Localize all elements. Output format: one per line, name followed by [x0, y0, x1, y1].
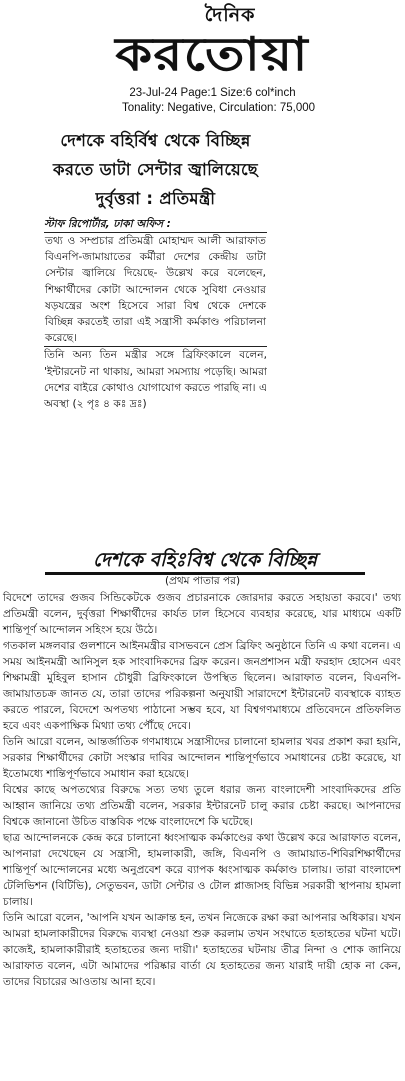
- continuation-subhead: (প্রথম পাতার পর): [164, 575, 241, 587]
- continuation-headline: দেশকে বহিঃবিশ্ব থেকে বিচ্ছিন্ন: [45, 548, 365, 575]
- article-text-box: [44, 232, 267, 347]
- continuation-note: (২ পৃঃ ৪ কঃ দ্রঃ): [72, 398, 147, 411]
- continuation-paragraph: বিদেশে তাদের গুজব সিন্ডিকেটকে গুজব প্রচারনাকে জোরদার করতে সহায়তা করবে।' তথ্য প্রতিমন্ত্রী বলেন, দুর্বৃত্তরা শিক্ষার্থীদের কার্যত ঢাল হিসেবে ব্যবহার করেছে, যার মাধ্যমে একটি শান্তিপূর্ণ আন্দোলন সহিংস হয়ে উঠে।: [3, 592, 401, 636]
- article-paragraph: [44, 347, 267, 412]
- article-headline-line-1: দেশকে বহির্বিশ্ব থেকে বিচ্ছিন্ন: [60, 131, 251, 150]
- article-paragraph: তথ্য ও সম্প্রচার প্রতিমন্ত্রী মোহাম্মদ আলী আরাফাত বিএনপি-জামায়াতের কর্মীরা দেশের কেন্দ্রীয় ডাটা সেন্টার জ্বালিয়ে দিয়েছে- উল্লেখ করে বলেছেন, শিক্ষার্থীদের কোটা আন্দোলন থেকে সুবিধা নেওয়ার ষড়যন্ত্রের অংশ হিসেবে সারা বিশ্ব থেকে দেশকে বিচ্ছিন্ন করতেই তারা এই সন্ত্রাসী কর্মকাণ্ড পরিচালনা করেছে।: [45, 235, 266, 345]
- continuation-paragraph: বিশ্বের কাছে অপতথ্যের বিরুদ্ধে সত্য তথ্য তুলে ধরার জন্য বাংলাদেশী সাংবাদিকদের প্রতি আহ্বান জানিয়ে তথ্য প্রতিমন্ত্রী বলেন, সরকার ইন্টারনেট চালু করার চেষ্টা করছে। আপনাদের বিশ্বকে জানানো উচিত বাস্তবিক পক্ষে বাংলাদেশে কি ঘটেছে।: [3, 784, 401, 828]
- article-headline-line-2: করতে ডাটা সেন্টার জ্বালিয়েছে: [53, 160, 258, 179]
- masthead-small-title: দৈনিক: [204, 4, 256, 26]
- article-headline-line-3: দুর্বৃত্তরা : প্রতিমন্ত্রী: [95, 189, 216, 208]
- masthead-title: করতোয়া: [115, 27, 309, 81]
- article-body: [44, 232, 267, 412]
- continuation-paragraph: তিনি আরো বলেন, 'আপনি যখন আক্রান্ত হন, তখন নিজেকে রক্ষা করা আপনার অধিকার। যখন আমরা হামলাকারীদের বিরুদ্ধে ব্যবস্থা নেওয়া শুরু করলাম তখন সংঘাতে হতাহতের ঘটনা ঘটে। কাজেই, হামলাকারীরাই হতাহতের জন্য দায়ী।' হতাহতের ঘটনায় তীব্র নিন্দা ও শোক জানিয়ে আরাফাত বলেন, এটা আমাদের পরিষ্কার বার্তা যে হতাহতের জন্য যারাই দায়ী হোক না কেন, তাদের বিচারের আওতায় আনা হবে।: [3, 912, 401, 988]
- article-paragraph-text: তিনি অন্য তিন মন্ত্রীর সঙ্গে ব্রিফিংকালে বলেন, 'ইন্টারনেট না থাকায়, আমরা সমস্যায় পড়েছি। আমরা দেশের বাইরে কোথাও যোগাযোগ করতে পারছি না। এ অবস্থা: [44, 349, 267, 411]
- article-clipping-continuation: [0, 548, 405, 1081]
- article-clipping-front: [44, 118, 267, 545]
- continuation-paragraph: গতকাল মঙ্গলবার গুলশানে আইনমন্ত্রীর বাসভবনে প্রেস ব্রিফিং অনুষ্ঠানে তিনি এ কথা বলেন। এ সময় আইনমন্ত্রী আনিসুল হক সাংবাদিকদের ব্রিফ করেন। জনপ্রশাসন মন্ত্রী ফরহাদ হোসেন এবং শিক্ষামন্ত্রী মুহিবুল হাসান চৌধুরী ব্রিফিংকালে উপস্থিত ছিলেন। আরাফাত বলেন, বিএনপি-জামায়াতচক্র জানত যে, তারা তাদের পরিকল্পনা অনুযায়ী সারাদেশে ইন্টারনেট ব্যবস্থাকে ব্যাহত করতে পারলে, বিদেশে অপতথ্য পাঠানো সম্ভব হবে, যা বিশ্বগণমাধ্যমে প্রতিবেদনে প্রতিফলিত হবে এবং একপাক্ষিক মিথ্যা তথ্য পৌঁছে দেবে।: [3, 640, 401, 732]
- clipping-meta-date: 23-Jul-24 Page:1 Size:6 col*inch: [129, 87, 296, 99]
- continuation-paragraph: তিনি আরো বলেন, আন্তর্জাতিক গণমাধ্যমে সন্ত্রাসীদের চালানো হামলার খবর প্রকাশ করা হয়নি, সরকার শিক্ষার্থীদের কোটা সংস্কার দাবির আন্দোলন শান্তিপূর্ণভাবে সমাধানের চেষ্টা করেছে, যা ইতোমধ্যে শান্তিপূর্ণভাবে সমাধান করা হয়েছে।: [3, 736, 401, 780]
- continuation-body: [3, 590, 401, 990]
- continuation-paragraph: ছাত্র আন্দোলনকে কেন্দ্র করে চালানো ধ্বংসাত্মক কর্মকাণ্ডের কথা উল্লেখ করে আরাফাত বলেন, আপনারা দেখেছেন যে সন্ত্রাসী, হামলাকারী, জঙ্গি, বিএনপি ও জামায়াত-শিবিরশিক্ষার্থীদের শান্তিপূর্ণ আন্দোলনের মধ্যে অনুপ্রবেশ করে ব্যাপক ধ্বংসাত্মক কর্মকাণ্ড চালায়। তারা বাংলাদেশ টেলিভিশন (বিটিভি), সেতুভবন, ডাটা সেন্টার ও টোল প্লাজাসহ বিভিন্ন সরকারী স্থাপনায় হামলা চালায়।: [3, 832, 401, 908]
- article-byline: স্টাফ রিপোর্টার, ঢাকা অফিস :: [44, 218, 171, 230]
- clipping-meta-tonality: Tonality: Negative, Circulation: 75,000: [121, 102, 316, 114]
- masthead: [0, 0, 405, 86]
